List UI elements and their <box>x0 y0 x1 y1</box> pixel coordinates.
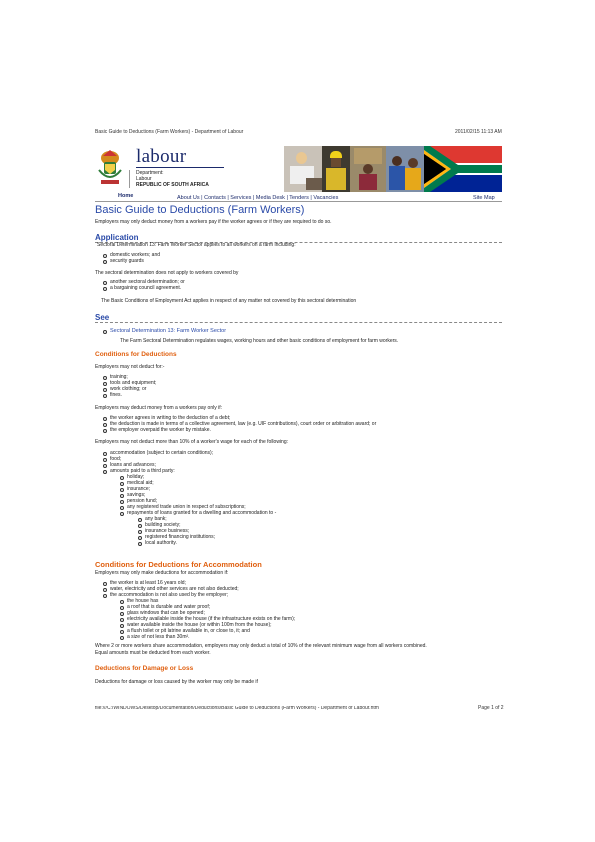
nav-site-map-link[interactable]: Site Map <box>473 195 495 201</box>
see-description: The Farm Sectoral Determination regulates wages, working hours and other basic conditions of employment for farm workers. <box>120 338 399 344</box>
max-deduct-list <box>103 450 213 474</box>
nav-divider <box>95 201 502 202</box>
accommodation-conditions-list <box>103 580 239 598</box>
not-deduct-intro: Employers may not deduct for:- <box>95 364 165 370</box>
list-item: pension fund; <box>120 498 276 504</box>
print-footer-path: file:///C:/WINDOWS/Desktop/Documentation/Deductions/Basic Guide to Deductions (Farm Workers) - Department of Labour.htm <box>95 706 379 711</box>
list-item: work clothing; or <box>103 386 156 392</box>
south-africa-flag-icon <box>424 146 502 192</box>
may-deduct-intro: Employers may deduct money from a workers pay only if: <box>95 405 222 411</box>
list-item: a roof that is durable and water proof; <box>120 604 295 610</box>
list-item: domestic workers; and <box>103 252 160 258</box>
application-exclusion-intro: The sectoral determination does not apply to workers covered by <box>95 270 239 276</box>
photo-workers <box>386 146 424 192</box>
see-list <box>103 328 226 334</box>
see-heading: See <box>95 313 110 322</box>
list-item: the employer overpaid the worker by mistake. <box>103 427 376 433</box>
see-rule <box>95 322 502 323</box>
application-scope: Sectoral Determination 13: Farm Worker Sector applies to all workers on a farm including: <box>97 242 296 248</box>
list-item: the deduction is made in terms of a collective agreement, law (e.g. UIF contributions), court order or arbitration award; or <box>103 421 376 427</box>
third-party-list <box>120 474 276 516</box>
application-excluded-list <box>103 279 185 291</box>
intro-text: Employers may only deduct money from a workers pay if the worker agrees or if they are required to do so. <box>95 219 332 225</box>
list-item: a size of not less than 30m². <box>120 634 295 640</box>
list-item: amounts paid to a third party: <box>103 468 213 474</box>
accommodation-heading: Conditions for Deductions for Accommodation <box>95 560 262 569</box>
application-included-list <box>103 252 160 264</box>
list-item: glass windows that can be opened; <box>120 610 295 616</box>
list-item: repayments of loans granted for a dwelling and accommodation to - <box>120 510 276 516</box>
photo-textile-worker <box>350 146 386 192</box>
banner-photos <box>284 146 424 192</box>
accommodation-intro: Employers may only make deductions for accommodation if: <box>95 570 229 576</box>
list-item: holiday; <box>120 474 276 480</box>
house-requirements-list <box>120 598 295 640</box>
list-item: the accommodation is not also used by the employer; <box>103 592 239 598</box>
sectoral-determination-link[interactable]: Sectoral Determination 13: Farm Worker Sector <box>103 328 226 334</box>
list-item: the worker agrees in writing to the deduction of a debt; <box>103 415 376 421</box>
photo-office-worker <box>284 146 322 192</box>
nav-home-link[interactable]: Home <box>118 193 134 199</box>
list-item: training; <box>103 374 156 380</box>
list-item: accommodation (subject to certain conditions); <box>103 450 213 456</box>
logo-underline <box>136 167 224 168</box>
logo-divider <box>129 170 130 188</box>
print-footer-page: Page 1 of 2 <box>478 705 504 711</box>
coat-of-arms-icon[interactable] <box>95 148 125 188</box>
list-item: food; <box>103 456 213 462</box>
list-item: tools and equipment; <box>103 380 156 386</box>
page-title: Basic Guide to Deductions (Farm Workers) <box>95 204 305 216</box>
logo-wordmark[interactable]: labour <box>136 146 187 167</box>
may-deduct-list <box>103 415 376 433</box>
shared-accommodation-note: Where 2 or more workers share accommodation, employers may only deduct a total of 10% of the relevant minimum wage from all workers combined. <box>95 643 427 649</box>
lenders-list <box>138 516 215 546</box>
list-item: any registered trade union in respect of subscriptions; <box>120 504 276 510</box>
bcea-note: The Basic Conditions of Employment Act applies in respect of any matter not covered by this sectoral determination <box>101 298 357 304</box>
list-item: water, electricity and other services are not also deducted; <box>103 586 239 592</box>
application-heading: Application <box>95 233 139 242</box>
list-item: loans and advances; <box>103 462 213 468</box>
print-header-title: Basic Guide to Deductions (Farm Workers) - Department of Labour <box>95 129 244 135</box>
list-item: any bank; <box>138 516 215 522</box>
list-item: savings; <box>120 492 276 498</box>
dept-line-2: Labour <box>136 176 152 182</box>
print-header-date: 2011/02/15 11:13 AM <box>455 129 502 135</box>
list-item: security guards <box>103 258 160 264</box>
list-item: insurance business; <box>138 528 215 534</box>
photo-miner <box>322 146 350 192</box>
list-item: local authority. <box>138 540 215 546</box>
damage-intro: Deductions for damage or loss caused by the worker may only be made if <box>95 679 258 685</box>
not-deduct-list <box>103 374 156 398</box>
list-item: insurance; <box>120 486 276 492</box>
list-item: another sectoral determination; or <box>103 279 185 285</box>
list-item: water available inside the house (or within 100m from the house); <box>120 622 295 628</box>
list-item: a flush toilet or pit latrine available in, or close to, it; and <box>120 628 295 634</box>
list-item: electricity available inside the house (if the infrastructure exists on the farm); <box>120 616 295 622</box>
dept-line-1: Department: <box>136 170 164 176</box>
equal-amounts-note: Equal amounts must be deducted from each worker. <box>95 650 211 656</box>
list-item: fines. <box>103 392 156 398</box>
conditions-heading: Conditions for Deductions <box>95 351 177 358</box>
dept-line-3: REPUBLIC OF SOUTH AFRICA <box>136 182 209 188</box>
list-item: a bargaining council agreement. <box>103 285 185 291</box>
list-item: the house has <box>120 598 295 604</box>
list-item: building society; <box>138 522 215 528</box>
list-item: the worker is at least 16 years old; <box>103 580 239 586</box>
max-deduct-intro: Employers may not deduct more than 10% of a worker's wage for each of the following: <box>95 439 288 445</box>
damage-heading: Deductions for Damage or Loss <box>95 665 194 672</box>
list-item: medical aid; <box>120 480 276 486</box>
list-item: registered financing institutions; <box>138 534 215 540</box>
nav-main-links[interactable]: About Us | Contacts | Services | Media Desk | Tenders | Vacancies <box>177 195 339 201</box>
